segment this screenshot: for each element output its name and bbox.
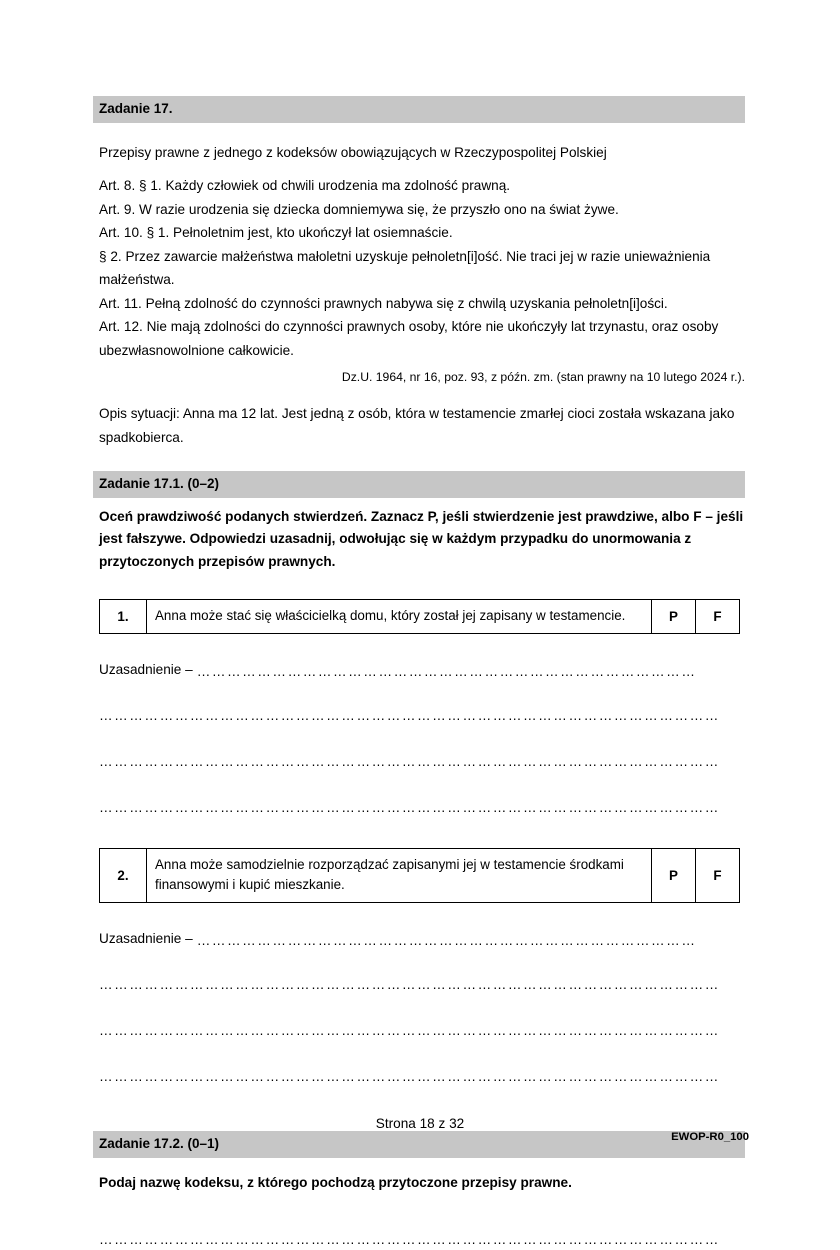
task-17-1-instruction: Oceń prawdziwość podanych stwierdzeń. Zaznacz P, jeśli stwierdzenie jest prawdziwe, albo F – jeśli jest fałszywe. Odpowiedzi uzasadnij, odwołując się w każdym przypadku do unormowania z przytoczonych przepisów prawnych. <box>99 508 744 569</box>
answer-line-input[interactable]: …………………………………………………………………………………………………………… <box>99 1232 720 1247</box>
table-row <box>100 849 740 903</box>
footer-exam-code: EWOP-R0_100 <box>671 1131 749 1143</box>
answer-line-input[interactable]: …………………………………………………………………………………………………………… <box>99 754 720 769</box>
footer-page-number: Strona 18 z 32 <box>375 1116 465 1131</box>
section-header-task-17-2: Zadanie 17.2. (0–1) <box>93 1131 745 1158</box>
page-content <box>99 96 745 1250</box>
section-header-task-17-1: Zadanie 17.1. (0–2) <box>93 471 745 498</box>
task-17-intro: Przepisy prawne z jednego z kodeksów obowiązujących w Rzeczypospolitej Polskiej <box>99 144 607 160</box>
answer-line-input[interactable]: ……………………………………………………………………………………… <box>196 664 697 679</box>
statement-number: 1. <box>100 600 147 634</box>
answer-option-true[interactable]: P <box>652 849 696 903</box>
situation-description: Opis sytuacji: Anna ma 12 lat. Jest jedną z osób, która w testamencie zmarłej cioci została wskazana jako spadkobierca. <box>99 406 735 445</box>
answer-line-input[interactable]: …………………………………………………………………………………………………………… <box>99 1069 720 1084</box>
answer-line-input[interactable]: …………………………………………………………………………………………………………… <box>99 800 720 815</box>
answer-option-false[interactable]: F <box>696 600 740 634</box>
statement-table-1 <box>99 599 740 634</box>
task-17-2-instruction: Podaj nazwę kodeksu, z którego pochodzą przytoczone przepisy prawne. <box>99 1174 572 1190</box>
law-source-citation: Dz.U. 1964, nr 16, poz. 93, z późn. zm. (stan prawny na 10 lutego 2024 r.). <box>341 370 745 384</box>
justification-first-line <box>99 660 745 680</box>
justification-block-1 <box>99 660 745 818</box>
law-line: § 2. Przez zawarcie małżeństwa małoletni uzyskuje pełnoletn[i]ość. Nie traci jej w razie unieważnienia małżeństwa. <box>99 248 711 287</box>
law-line: Art. 12. Nie mają zdolności do czynności prawnych osoby, które nie ukończyły lat trzynastu, oraz osoby ubezwłasnowolnione całkowicie. <box>99 319 719 358</box>
justification-first-line <box>99 929 745 949</box>
answer-line-input[interactable]: ……………………………………………………………………………………… <box>196 933 697 948</box>
answer-line-input[interactable]: …………………………………………………………………………………………………………… <box>99 977 720 992</box>
justification-label: Uzasadnienie – <box>99 662 193 677</box>
answer-line-input[interactable]: …………………………………………………………………………………………………………… <box>99 708 720 723</box>
table-row <box>100 600 740 634</box>
section-header-task-17: Zadanie 17. <box>93 96 745 123</box>
law-line: Art. 11. Pełną zdolność do czynności prawnych nabywa się z chwilą uzyskania pełnoletn[i]ości. <box>99 295 668 311</box>
law-line: Art. 9. W razie urodzenia się dziecka domniemywa się, że przyszło ono na świat żywe. <box>99 201 619 217</box>
law-line: Art. 8. § 1. Każdy człowiek od chwili urodzenia ma zdolność prawną. <box>99 178 511 193</box>
answer-option-true[interactable]: P <box>652 600 696 634</box>
justification-label: Uzasadnienie – <box>99 931 193 946</box>
statement-text: Anna może samodzielnie rozporządzać zapisanymi jej w testamencie środkami finansowymi i kupić mieszkanie. <box>147 849 652 903</box>
statement-text: Anna może stać się właścicielką domu, który został jej zapisany w testamencie. <box>147 600 652 634</box>
statement-table-2 <box>99 848 740 903</box>
law-line: Art. 10. § 1. Pełnoletnim jest, kto ukończył lat osiemnaście. <box>99 225 453 240</box>
statement-number: 2. <box>100 849 147 903</box>
answer-line-input[interactable]: …………………………………………………………………………………………………………… <box>99 1023 720 1038</box>
justification-block-2 <box>99 929 745 1087</box>
answer-option-false[interactable]: F <box>696 849 740 903</box>
law-excerpt <box>99 174 745 362</box>
